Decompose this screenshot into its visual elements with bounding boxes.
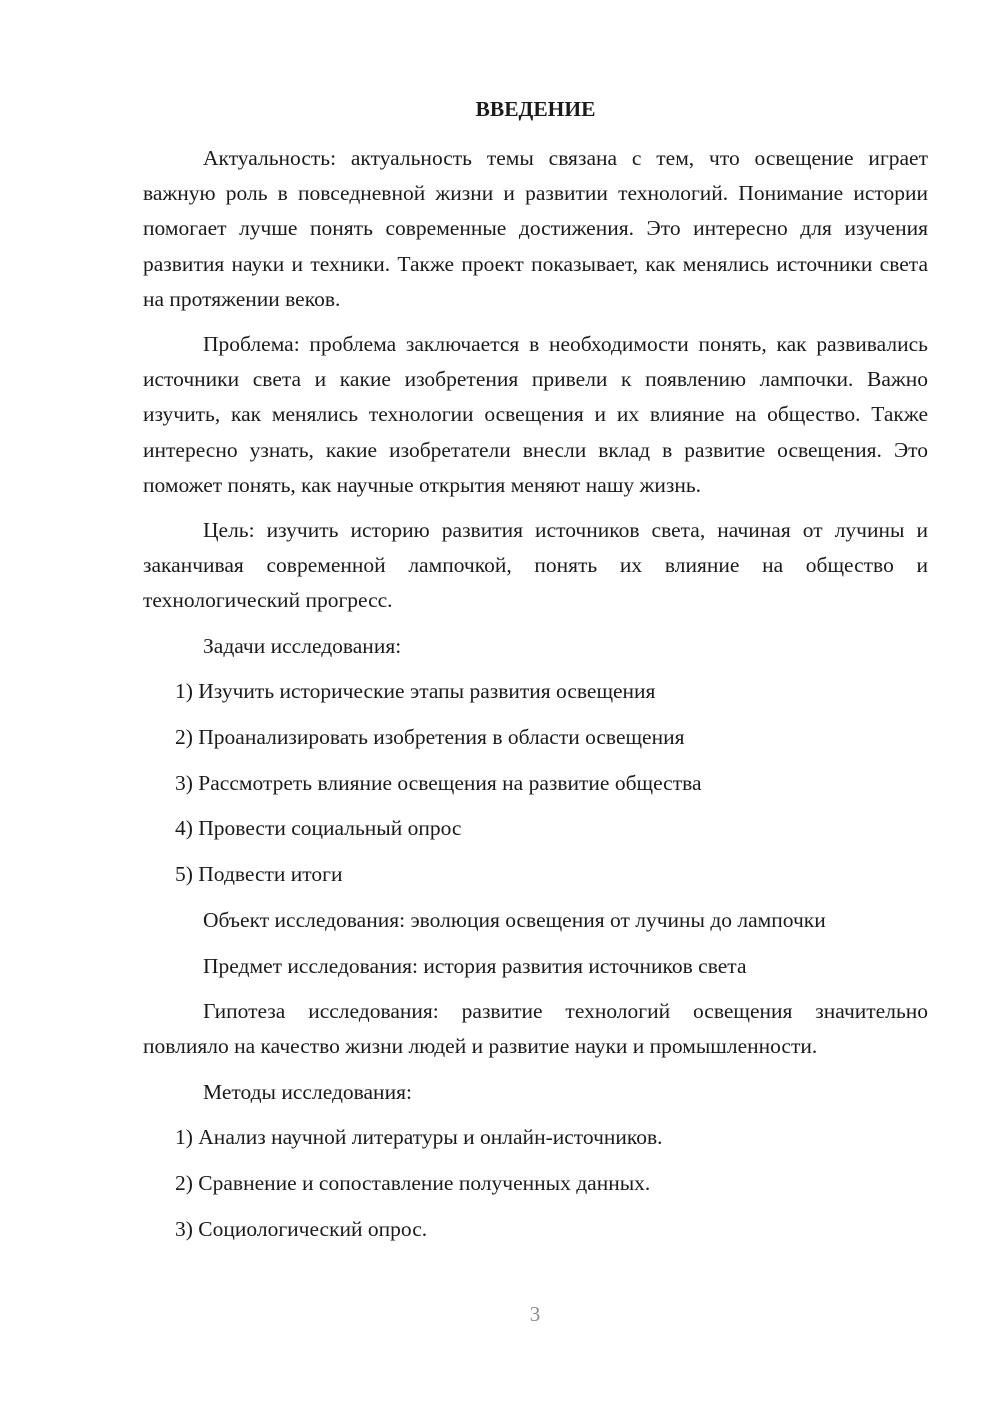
research-object: Объект исследования: эволюция освещения от лучины до лампочки (203, 907, 826, 932)
paragraph-problem: Проблема: проблема заключается в необходимости понять, как развивались источники света и какие изобретения привели к появлению лампочки. Важно изучить, как менялись технологии освещения и их влияние на общество. Также интересно узнать, какие изобретатели внесли вклад в развитие освещения. Это поможет понять, как научные открытия меняют нашу жизнь. (143, 332, 928, 497)
task-item: 3) Рассмотреть влияние освещения на развитие общества (175, 770, 702, 795)
method-item: 1) Анализ научной литературы и онлайн-источников. (175, 1125, 663, 1150)
tasks-list (143, 674, 928, 892)
tasks-heading: Задачи исследования: (203, 633, 402, 658)
section-title: ВВЕДЕНИЕ (475, 97, 596, 121)
paragraph-goal: Цель: изучить историю развития источников света, начиная от лучины и заканчивая современной лампочкой, понять их влияние на общество и технологический прогресс. (143, 518, 928, 613)
method-item: 3) Социологический опрос. (175, 1216, 428, 1241)
document-page (143, 92, 928, 1257)
task-item: 5) Подвести итоги (175, 862, 343, 887)
paragraph-relevance: Актуальность: актуальность темы связана с тем, что освещение играет важную роль в повседневной жизни и развитии технологий. Понимание истории помогает лучше понять современные достижения. Это интересно для изучения развития науки и техники. Также проект показывает, как менялись источники света на протяжении веков. (143, 146, 928, 311)
research-hypothesis: Гипотеза исследования: развитие технологий освещения значительно повлияло на качество жизни людей и развитие науки и промышленности. (143, 999, 928, 1059)
research-subject: Предмет исследования: история развития источников света (203, 953, 747, 978)
method-item: 2) Сравнение и сопоставление полученных данных. (175, 1171, 651, 1196)
task-item: 4) Провести социальный опрос (175, 816, 462, 841)
task-item: 2) Проанализировать изобретения в области освещения (175, 725, 685, 750)
methods-list (143, 1120, 928, 1247)
page-number: 3 (529, 1302, 541, 1326)
methods-heading: Методы исследования: (203, 1079, 412, 1104)
task-item: 1) Изучить исторические этапы развития освещения (175, 679, 656, 704)
